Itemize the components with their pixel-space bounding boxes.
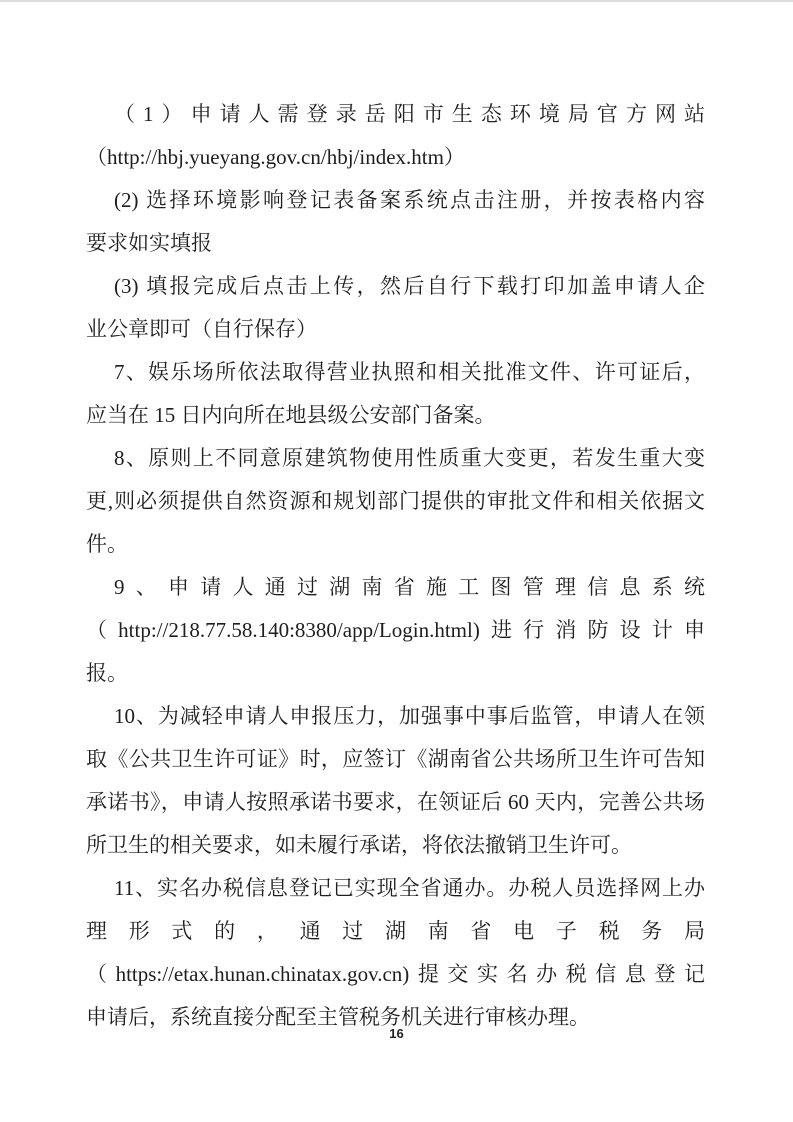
text-line: 件。 xyxy=(86,532,128,556)
text-line: 8、原则上不同意原建筑物使用性质重大变更，若发生重大变 xyxy=(114,446,705,470)
text-line: 要求如实填报 xyxy=(86,231,212,255)
text-line: 取《公共卫生许可证》时，应签订《湖南省公共场所卫生许可告知 xyxy=(86,747,705,771)
text-line: 9、申请人通过湖南省施工图管理信息系统 xyxy=(114,575,705,599)
page-number: 16 xyxy=(389,1026,404,1041)
text-line: （https://etax.hunan.chinatax.gov.cn)提交实名办税信息登记 xyxy=(86,962,705,986)
text-line: 理形式的，通过湖南省电子税务局 xyxy=(86,919,705,943)
text-line: 10、为减轻申请人申报压力，加强事中事后监管，申请人在领 xyxy=(114,704,705,728)
text-line: 申请后，系统直接分配至主管税务机关进行审核办理。 xyxy=(86,1005,590,1029)
text-line: 业公章即可（自行保存） xyxy=(86,317,317,341)
text-line: （http://218.77.58.140:8380/app/Login.html)进行消防设计申 xyxy=(86,618,705,642)
text-line: (2) 选择环境影响登记表备案系统点击注册，并按表格内容 xyxy=(114,188,705,212)
text-line: 更,则必须提供自然资源和规划部门提供的审批文件和相关依据文 xyxy=(86,489,705,513)
text-line: (3) 填报完成后点击上传，然后自行下载打印加盖申请人企 xyxy=(114,274,705,298)
text-line: 报。 xyxy=(86,661,128,685)
text-line: 所卫生的相关要求，如未履行承诺，将依法撤销卫生许可。 xyxy=(86,833,632,857)
text-line: （1）申请人需登录岳阳市生态环境局官方网站 xyxy=(114,102,705,126)
text-line: 承诺书》，申请人按照承诺书要求，在领证后 60 天内，完善公共场 xyxy=(86,790,705,814)
document-body xyxy=(86,93,705,1039)
page-top-edge-divider xyxy=(0,0,793,2)
text-line: 应当在 15 日内向所在地县级公安部门备案。 xyxy=(86,403,496,427)
text-line: 7、娱乐场所依法取得营业执照和相关批准文件、许可证后， xyxy=(114,360,705,384)
text-line: （http://hbj.yueyang.gov.cn/hbj/index.htm） xyxy=(86,145,465,169)
text-line: 11、实名办税信息登记已实现全省通办。办税人员选择网上办 xyxy=(114,876,705,900)
